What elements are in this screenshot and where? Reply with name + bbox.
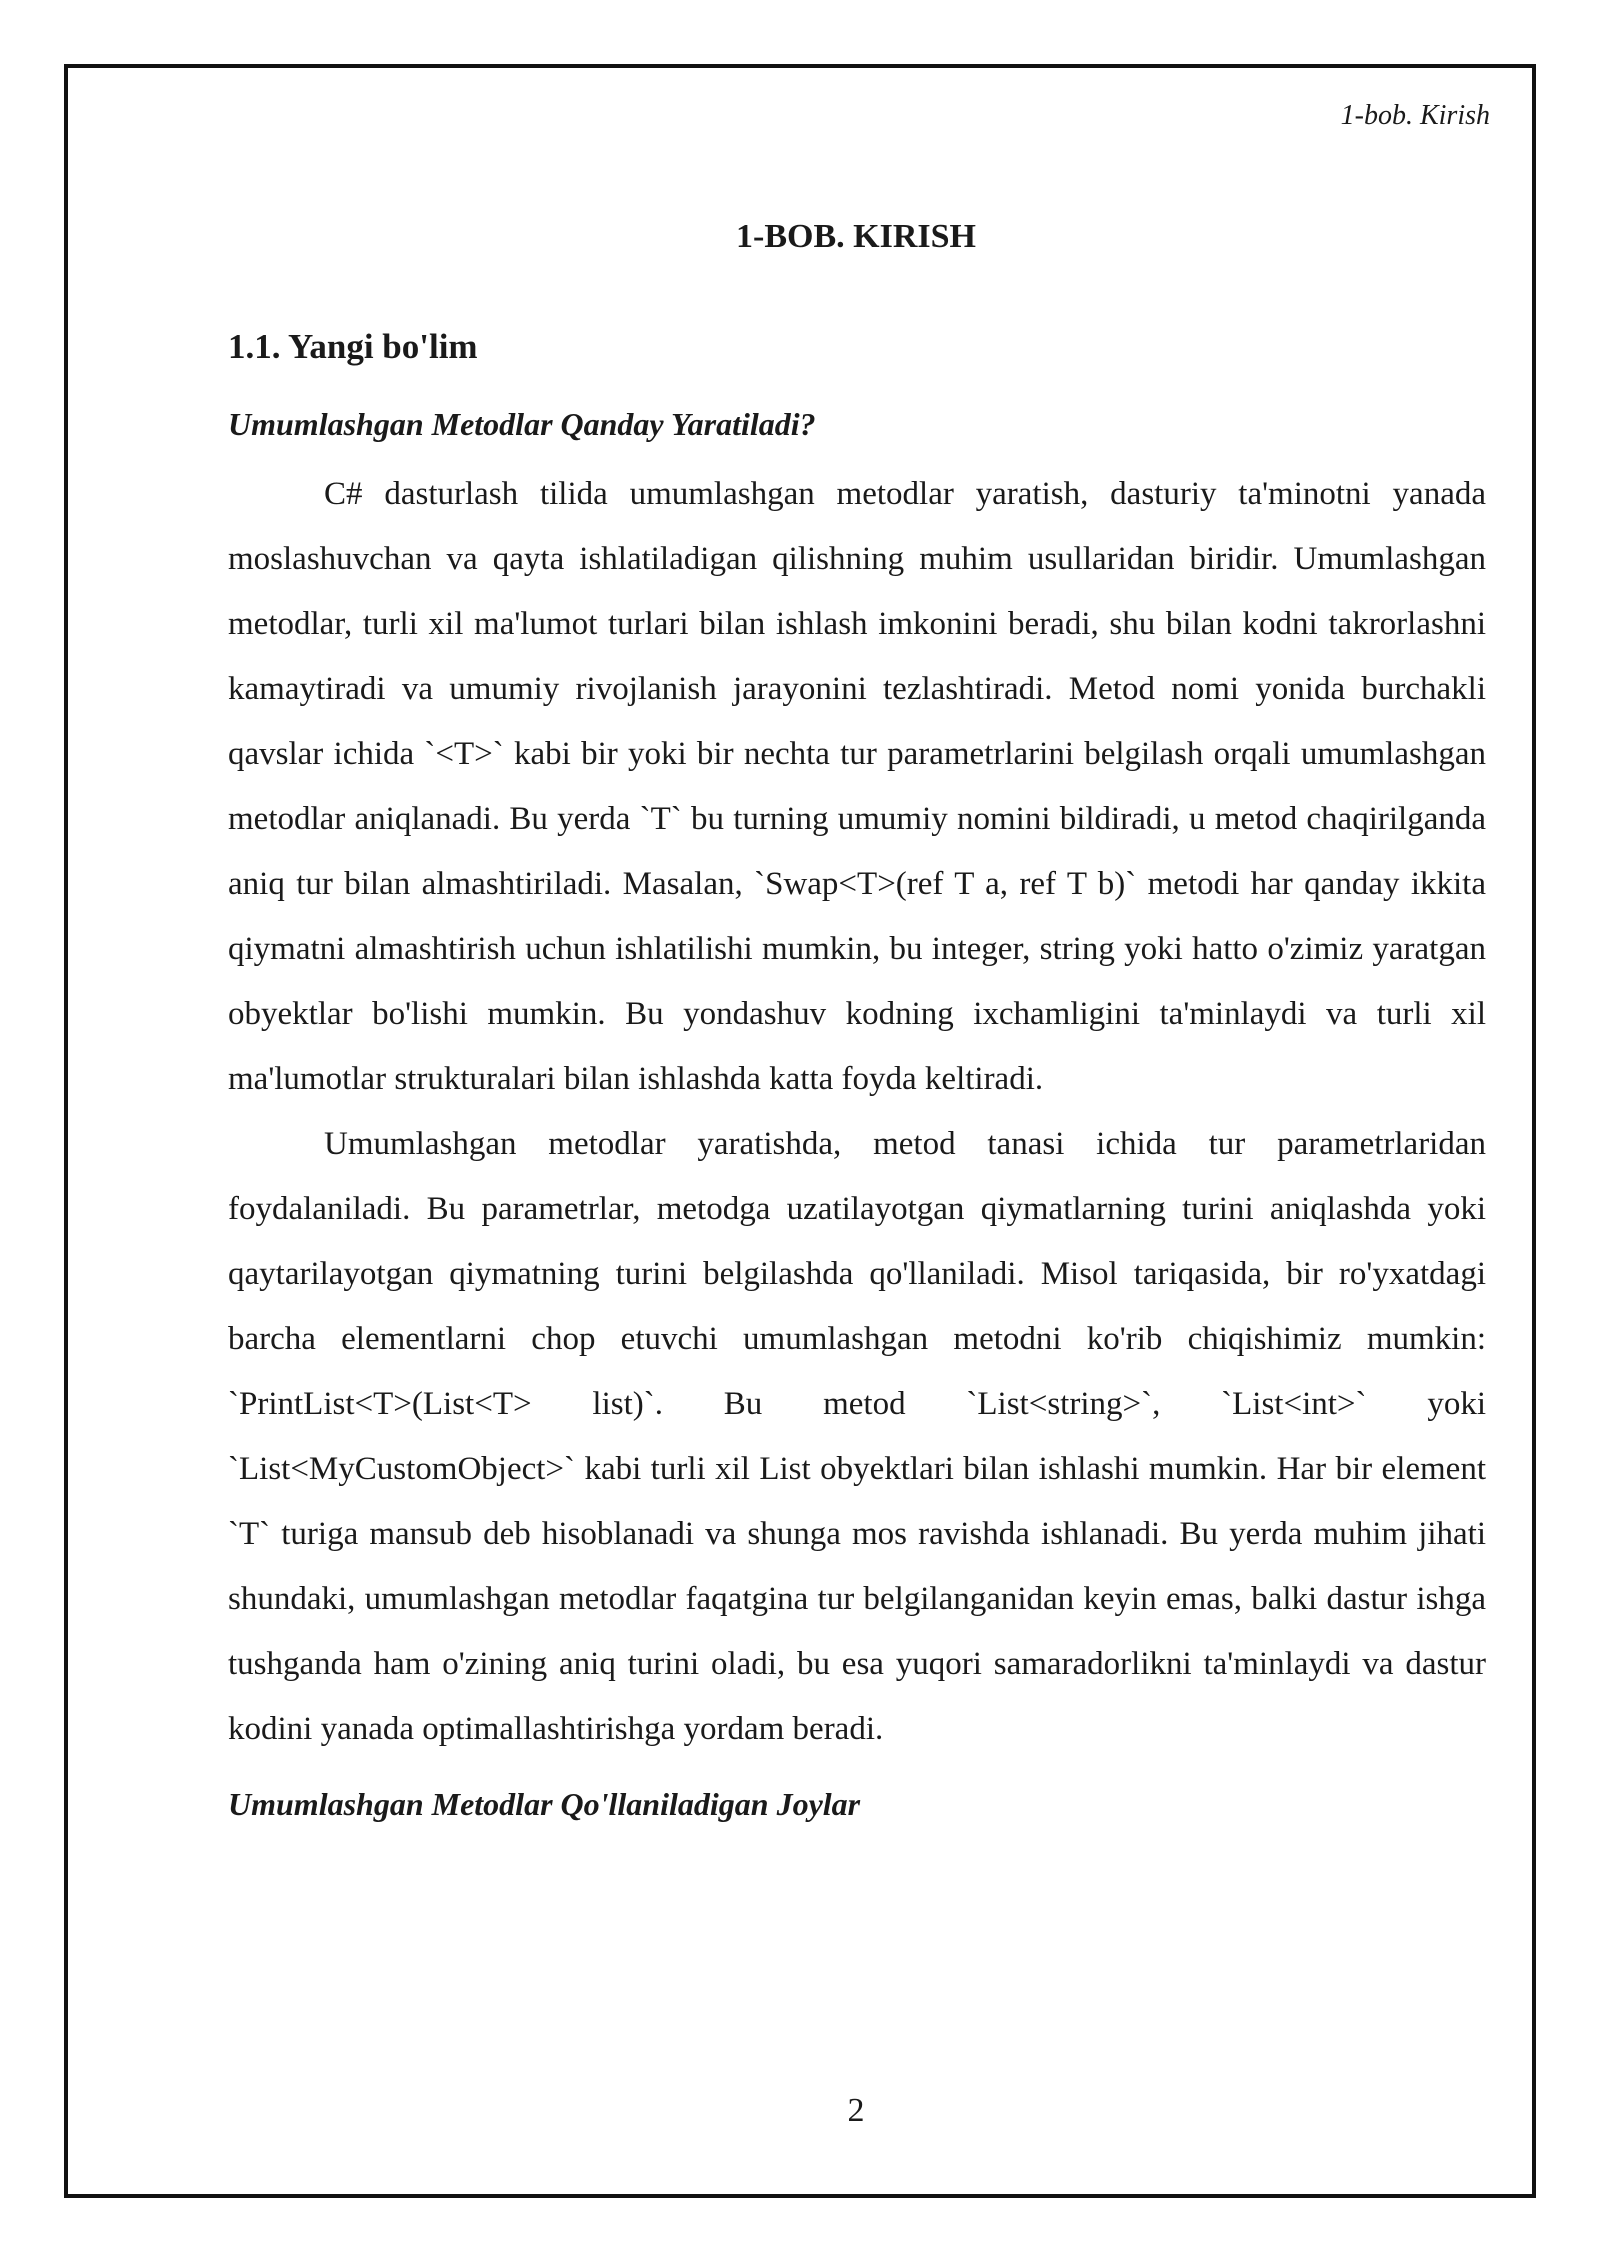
body-paragraph-1: C# dasturlash tilida umumlashgan metodlar yaratish, dasturiy ta'minotni yanada moslashuvchan va qayta ishlatiladigan qilishning muhim usullaridan biridir. Umumlashgan metodlar, turli xil ma'lumot turlari bilan ishlash imkonini beradi, shu bilan kodni takrorlashni kamaytiradi va umumiy rivojlanish jarayonini tezlashtiradi. Metod nomi yonida burchakli qavslar ichida `<T>` kabi bir yoki bir nechta tur parametrlarini belgilash orqali umumlashgan metodlar aniqlanadi. Bu yerda `T` bu turning umumiy nomini bildiradi, u metod chaqirilganda aniq tur bilan almashtiriladi. Masalan, `Swap<T>(ref T a, ref T b)` metodi har qanday ikkita qiymatni almashtirish uchun ishlatilishi mumkin, bu integer, string yoki hatto o'zimiz yaratgan obyektlar bo'lishi mumkin. Bu yondashuv kodning ixchamligini ta'minlaydi va turli xil ma'lumotlar strukturalari bilan ishlashda katta foyda keltiradi. xyxy=(228,475,1486,1097)
page-content xyxy=(228,320,1486,1841)
subheading-usage: Umumlashgan Metodlar Qo'llaniladigan Joylar xyxy=(228,1785,861,1822)
subheading-creation: Umumlashgan Metodlar Qanday Yaratiladi? xyxy=(228,406,816,442)
chapter-title: 1-BOB. KIRISH xyxy=(736,218,976,255)
page-number: 2 xyxy=(847,2092,865,2129)
section-title: 1.1. Yangi bo'lim xyxy=(228,327,478,366)
running-header: 1-bob. Kirish xyxy=(1340,100,1490,131)
body-paragraph-2: Umumlashgan metodlar yaratishda, metod tanasi ichida tur parametrlaridan foydalaniladi. Bu parametrlar, metodga uzatilayotgan qiymatlarning turini aniqlashda yoki qaytarilayotgan qiymatning turini belgilashda qo'llaniladi. Misol tariqasida, bir ro'yxatdagi barcha elementlarni chop etuvchi umumlashgan metodni ko'rib chiqishimiz mumkin: `PrintList<T>(List<T> list)`. Bu metod `List<string>`, `List<int>` yoki `List<MyCustomObject>` kabi turli xil List obyektlari bilan ishlashi mumkin. Har bir element `T` turiga mansub deb hisoblanadi va shunga mos ravishda ishlanadi. Bu yerda muhim jihati shundaki, umumlashgan metodlar faqatgina tur belgilanganidan keyin emas, balki dastur ishga tushganda ham o'zining aniq turini oladi, bu esa yuqori samaradorlikni ta'minlaydi va dastur kodini yanada optimallashtirishga yordam beradi. xyxy=(228,1125,1486,1747)
